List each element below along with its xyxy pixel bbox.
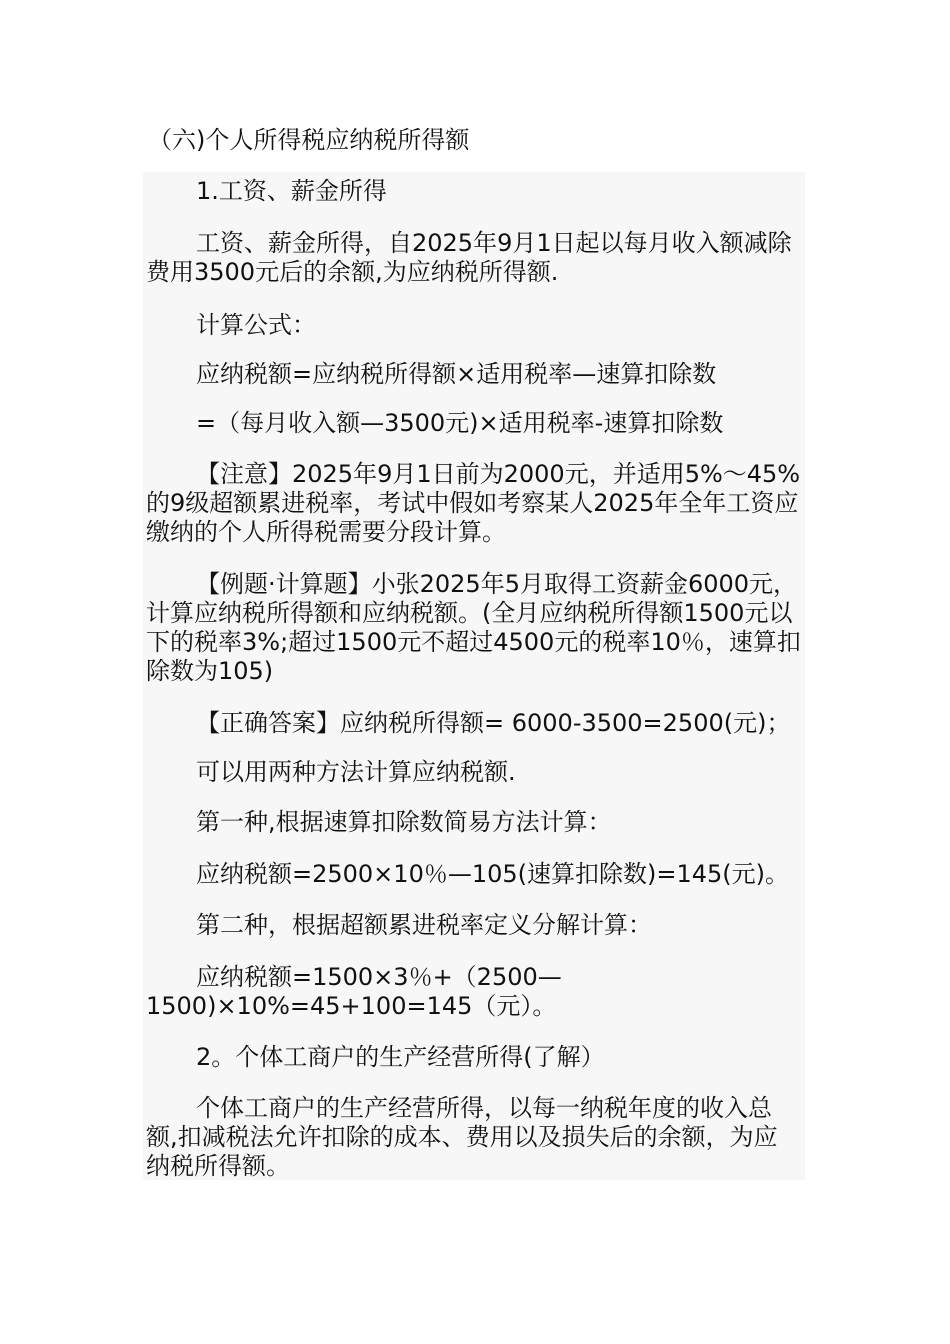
- paragraph-method-two: 第二种，根据超额累进税率定义分解计算：: [196, 911, 652, 939]
- paragraph-subheading-business: 2。个体工商户的生产经营所得(了解）: [196, 1043, 605, 1071]
- paragraph-method-two-calc: 应纳税额=1500×3％+（2500—1500)×10%=45+100=145（元）。: [146, 963, 562, 1020]
- paragraph-formula-2: =（每月收入额—3500元)×适用税率-速算扣除数: [196, 409, 724, 437]
- paragraph-two-methods: 可以用两种方法计算应纳税额.: [196, 758, 516, 786]
- paragraph-formula-1: 应纳税额=应纳税所得额×适用税率—速算扣除数: [196, 360, 717, 388]
- paragraph-answer: 【正确答案】应纳税所得额= 6000-3500=2500(元)；: [196, 709, 791, 737]
- paragraph-wages-definition: 工资、薪金所得，自2025年9月1日起以每月收入额减除费用3500元后的余额,为应纳税所得额.: [146, 229, 792, 286]
- section-title: （六)个人所得税应纳税所得额: [148, 126, 470, 154]
- paragraph-business-definition: 个体工商户的生产经营所得，以每一纳税年度的收入总额,扣减税法允许扣除的成本、费用以及损失后的余额，为应纳税所得额。: [146, 1094, 778, 1180]
- paragraph-note: 【注意】2025年9月1日前为2000元，并适用5%～45%的9级超额累进税率，考试中假如考察某人2025年全年工资应缴纳的个人所得税需要分段计算。: [146, 460, 801, 546]
- paragraph-example: 【例题·计算题】小张2025年5月取得工资薪金6000元，计算应纳税所得额和应纳税额。(全月应纳税所得额1500元以下的税率3%;超过1500元不超过4500元的税率10％，速算扣除数为105): [146, 570, 801, 685]
- paragraph-method-one: 第一种,根据速算扣除数简易方法计算：: [196, 808, 612, 836]
- paragraph-method-one-calc: 应纳税额=2500×10％—105(速算扣除数)=145(元)。: [196, 860, 790, 888]
- paragraph-formula-label: 计算公式：: [196, 311, 316, 339]
- paragraph-subheading-wages: 1.工资、薪金所得: [196, 177, 387, 205]
